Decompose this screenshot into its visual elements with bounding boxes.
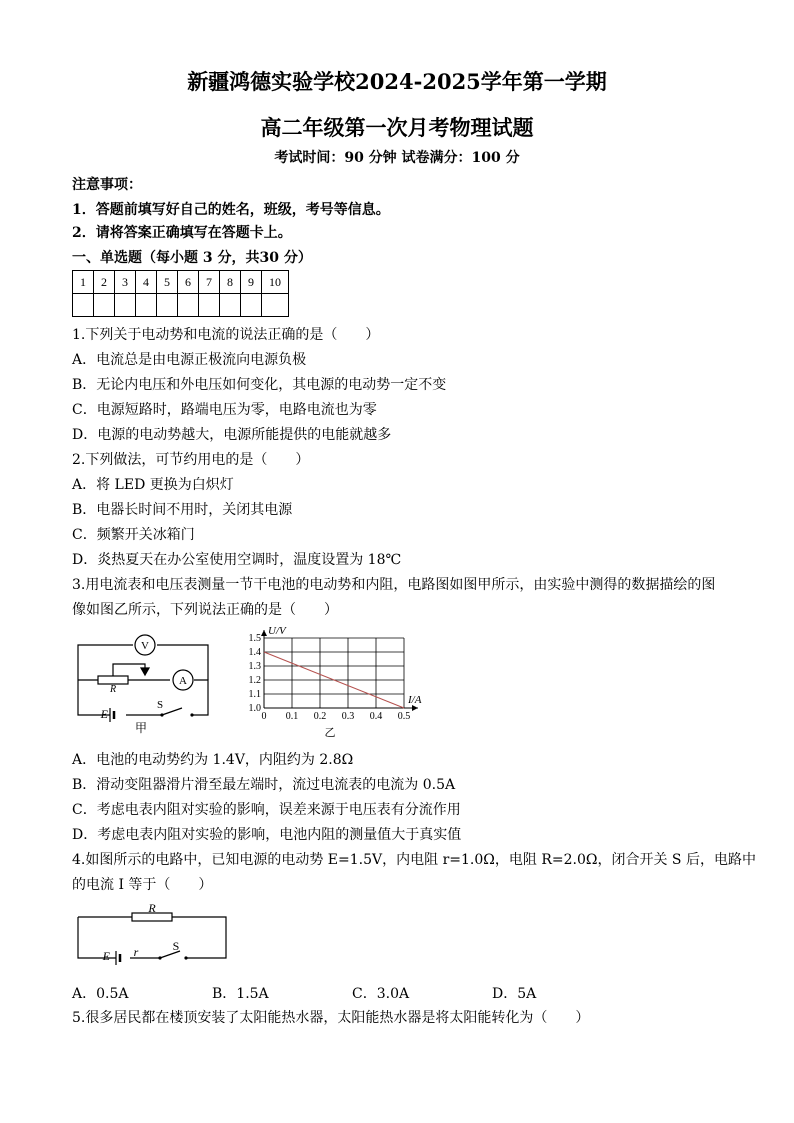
option-a: A．电流总是由电源正极流向电源负极 — [72, 352, 307, 368]
answer-grid-header: 9 — [241, 271, 262, 294]
answer-cell[interactable] — [94, 294, 115, 317]
option-b: B．无论内电压和外电压如何变化，其电源的电动势一定不变 — [72, 377, 447, 393]
answer-grid-header: 5 — [157, 271, 178, 294]
option-d: D．电源的电动势越大，电源所能提供的电能就越多 — [72, 427, 392, 443]
answer-grid-header: 1 — [73, 271, 94, 294]
emf-label: E — [100, 707, 108, 721]
option-b: B．电器长时间不用时，关闭其电源 — [72, 502, 293, 518]
rheostat-icon — [98, 676, 128, 684]
option-a: A．电池的电动势约为 1.4V，内阻约为 2.8Ω — [72, 752, 354, 768]
answer-grid-header: 7 — [199, 271, 220, 294]
question-stem: 5.很多居民都在楼顶安装了太阳能热水器，太阳能热水器是将太阳能转化为（ ） — [72, 1010, 590, 1026]
answer-grid-header: 6 — [178, 271, 199, 294]
question-stem-cont: 的电流 I 等于（ ） — [72, 877, 213, 893]
exam-title-line2: 高二年级第一次月考物理试题 — [260, 115, 534, 140]
option-a: A．将 LED 更换为白炽灯 — [72, 477, 234, 493]
circuit-diagram-jia — [70, 628, 220, 738]
ammeter-label: A — [179, 675, 187, 687]
y-tick-label: 1.0 — [248, 703, 261, 714]
x-axis-label: I/A — [408, 694, 422, 706]
answer-cell[interactable] — [115, 294, 136, 317]
x-tick-label: 0.3 — [341, 711, 355, 722]
figure-caption-jia: 甲 — [134, 721, 148, 735]
answer-cell[interactable] — [136, 294, 157, 317]
answer-grid-header: 10 — [262, 271, 289, 294]
x-tick-label: 0.5 — [397, 711, 411, 722]
answer-cell[interactable] — [178, 294, 199, 317]
x-tick-label: 0.1 — [285, 711, 299, 722]
y-tick-label: 1.5 — [248, 633, 261, 644]
option-d: D．5A — [492, 986, 537, 1002]
voltmeter-label: V — [141, 640, 149, 652]
internal-resistance-label: r — [133, 945, 139, 959]
option-c: C．频繁开关冰箱门 — [72, 527, 195, 543]
note-item: 1．答题前填写好自己的姓名，班级，考号等信息。 — [72, 202, 390, 218]
question-stem: 4.如图所示的电路中，已知电源的电动势 E=1.5V，内电阻 r=1.0Ω，电阻 R=2.0Ω，闭合开关 S 后，电路中 — [72, 852, 756, 868]
option-a: A．0.5A — [72, 986, 129, 1002]
x-tick-label: 0 — [261, 711, 267, 722]
switch-icon — [162, 708, 182, 715]
y-tick-label: 1.1 — [248, 689, 261, 700]
option-d: D．炎热夏天在办公室使用空调时，温度设置为 18℃ — [72, 552, 402, 568]
answer-cell[interactable] — [262, 294, 289, 317]
answer-grid-header: 8 — [220, 271, 241, 294]
answer-cell[interactable] — [73, 294, 94, 317]
y-axis-arrow — [261, 630, 267, 636]
x-tick-label: 0.4 — [369, 711, 383, 722]
question-stem-cont: 像如图乙所示，下列说法正确的是（ ） — [72, 602, 338, 618]
y-tick-label: 1.4 — [248, 647, 261, 658]
y-axis-label: U/V — [268, 626, 286, 637]
notes-heading: 注意事项： — [72, 177, 142, 193]
option-c: C．3.0A — [352, 986, 410, 1002]
answer-grid-header: 3 — [115, 271, 136, 294]
section-heading: 一、单选题（每小题 3 分，共30 分） — [72, 250, 312, 266]
circuit-diagram-q4 — [72, 902, 232, 970]
rheostat-label: R — [109, 684, 117, 695]
note-item: 2．请将答案正确填写在答题卡上。 — [72, 225, 292, 241]
switch-label: S — [156, 699, 164, 711]
exam-title-line1: 新疆鸿德实验学校2024-2025学年第一学期 — [187, 69, 607, 94]
answer-cell[interactable] — [241, 294, 262, 317]
answer-grid-header: 2 — [94, 271, 115, 294]
question-stem: 2.下列做法，可节约用电的是（ ） — [72, 452, 310, 468]
option-c: C．考虑电表内阻对实验的影响，误差来源于电压表有分流作用 — [72, 802, 461, 818]
answer-grid — [72, 270, 289, 317]
option-c: C．电源短路时，路端电压为零，电路电流也为零 — [72, 402, 377, 418]
y-tick-label: 1.2 — [248, 675, 261, 686]
option-b: B．1.5A — [212, 986, 269, 1002]
option-b: B．滑动变阻器滑片滑至最左端时，流过电流表的电流为 0.5A — [72, 777, 456, 793]
exam-info: 考试时间：90 分钟 试卷满分：100 分 — [274, 150, 520, 166]
question-stem: 3.用电流表和电压表测量一节干电池的电动势和内阻，电路图如图甲所示，由实验中测得的数据描绘的图 — [72, 577, 716, 593]
option-d: D．考虑电表内阻对实验的影响，电池内阻的测量值大于真实值 — [72, 827, 462, 843]
chart-yi — [234, 626, 434, 738]
x-tick-label: 0.2 — [313, 711, 327, 722]
y-tick-label: 1.3 — [248, 661, 261, 672]
answer-cell[interactable] — [220, 294, 241, 317]
emf-label: E — [102, 949, 110, 963]
question-stem: 1.下列关于电动势和电流的说法正确的是（ ） — [72, 327, 380, 343]
figure-caption-yi: 乙 — [324, 727, 336, 738]
answer-cell[interactable] — [157, 294, 178, 317]
answer-grid-header: 4 — [136, 271, 157, 294]
answer-cell[interactable] — [199, 294, 220, 317]
resistor-label: R — [148, 902, 156, 915]
switch-label: S — [172, 939, 180, 953]
